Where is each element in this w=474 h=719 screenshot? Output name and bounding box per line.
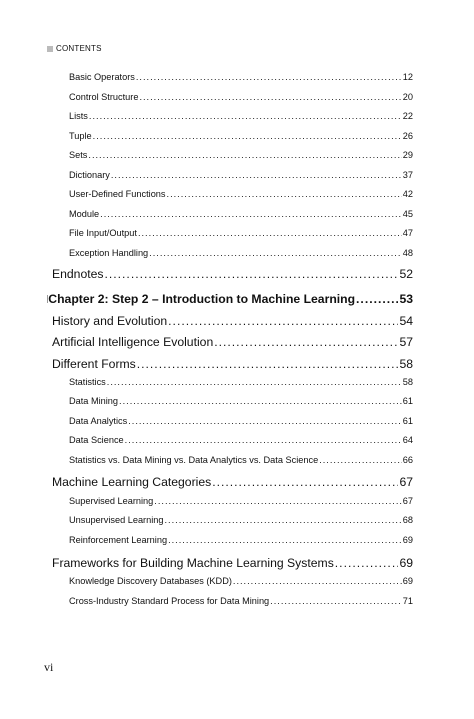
toc-entry-title: User-Defined Functions [69, 189, 166, 199]
toc-entry-page: 37 [402, 170, 413, 180]
toc-subsection-entry[interactable] [69, 535, 413, 545]
toc-subsection-entry[interactable] [69, 248, 413, 258]
toc-entry-title: File Input/Output [69, 228, 137, 238]
dot-leader [125, 435, 402, 445]
dot-leader [107, 377, 402, 387]
toc-entry-page: 58 [399, 357, 413, 371]
dot-leader [93, 131, 402, 141]
toc-entry-title: Lists [69, 111, 88, 121]
dot-leader [167, 189, 402, 199]
toc-entry-page: 20 [402, 92, 413, 102]
toc-subsection-entry[interactable] [69, 228, 413, 238]
toc-entry-page: 57 [399, 335, 413, 349]
toc-entry-title: Chapter 2: Step 2 – Introduction to Machine Learning [48, 292, 356, 306]
toc-entry-page: 58 [402, 377, 413, 387]
toc-subsection-entry[interactable] [69, 416, 413, 426]
toc-entry-title: Statistics vs. Data Mining vs. Data Analytics vs. Data Science [69, 455, 319, 465]
toc-section-entry[interactable] [52, 357, 413, 371]
toc-entry-title: Module [69, 209, 100, 219]
dot-leader [165, 515, 402, 525]
dot-leader [119, 396, 402, 406]
toc-chapter-entry[interactable] [47, 292, 413, 306]
dot-leader [154, 496, 401, 506]
dot-leader [168, 535, 402, 545]
toc-entry-page: 53 [399, 292, 413, 306]
toc-entry-page: 26 [402, 131, 413, 141]
toc-entry-page: 54 [399, 314, 413, 328]
dot-leader [319, 455, 402, 465]
dot-leader [149, 248, 402, 258]
dot-leader [137, 357, 399, 371]
dot-leader [89, 111, 402, 121]
toc-entry-page: 68 [402, 515, 413, 525]
header-label: CONTENTS [56, 44, 102, 53]
toc-subsection-entry[interactable] [69, 596, 413, 606]
toc-subsection-entry[interactable] [69, 515, 413, 525]
toc-section-entry[interactable] [52, 556, 413, 570]
dot-leader [138, 228, 402, 238]
toc-entry-title: Statistics [69, 377, 106, 387]
dot-leader [111, 170, 402, 180]
toc-entry-title: Unsupervised Learning [69, 515, 164, 525]
toc-entry-page: 69 [402, 576, 413, 586]
toc-entry-page: 45 [402, 209, 413, 219]
dot-leader [356, 292, 398, 306]
dot-leader [335, 556, 399, 570]
toc-entry-page: 52 [399, 267, 413, 281]
dot-leader [88, 150, 401, 160]
dot-leader [212, 475, 398, 489]
toc-entry-page: 69 [402, 535, 413, 545]
toc-entry-title: Frameworks for Building Machine Learning Systems [52, 556, 334, 570]
toc-entry-page: 61 [402, 396, 413, 406]
dot-leader [233, 576, 402, 586]
toc-entry-page: 67 [402, 496, 413, 506]
toc-entry-title: Supervised Learning [69, 496, 154, 506]
toc-entry-title: History and Evolution [52, 314, 168, 328]
toc-subsection-entry[interactable] [69, 209, 413, 219]
toc-entry-title: Machine Learning Categories [52, 475, 212, 489]
toc-subsection-entry[interactable] [69, 396, 413, 406]
dot-leader [105, 267, 399, 281]
toc-entry-title: Endnotes [52, 267, 104, 281]
toc-entry-page: 47 [402, 228, 413, 238]
toc-entry-page: 48 [402, 248, 413, 258]
toc-entry-title: Data Analytics [69, 416, 128, 426]
toc-subsection-entry[interactable] [69, 72, 413, 82]
toc-entry-page: 64 [402, 435, 413, 445]
toc-entry-page: 22 [402, 111, 413, 121]
toc-subsection-entry[interactable] [69, 377, 413, 387]
dot-leader [270, 596, 402, 606]
toc-entry-page: 67 [399, 475, 413, 489]
toc-subsection-entry[interactable] [69, 435, 413, 445]
toc-subsection-entry[interactable] [69, 496, 413, 506]
toc-subsection-entry[interactable] [69, 111, 413, 121]
toc-entry-title: Sets [69, 150, 88, 160]
toc-entry-page: 29 [402, 150, 413, 160]
toc-section-entry[interactable] [52, 267, 413, 281]
toc-entry-page: 61 [402, 416, 413, 426]
toc-entry-page: 42 [402, 189, 413, 199]
toc-entry-title: Artificial Intelligence Evolution [52, 335, 214, 349]
toc-subsection-entry[interactable] [69, 189, 413, 199]
dot-leader [136, 72, 402, 82]
toc-subsection-entry[interactable] [69, 455, 413, 465]
toc-entry-title: Basic Operators [69, 72, 135, 82]
toc-entry-title: Exception Handling [69, 248, 149, 258]
toc-entry-title: Data Science [69, 435, 124, 445]
toc-entry-title: Control Structure [69, 92, 139, 102]
dot-leader [139, 92, 401, 102]
toc-entry-title: Tuple [69, 131, 92, 141]
toc-subsection-entry[interactable] [69, 150, 413, 160]
toc-section-entry[interactable] [52, 314, 413, 328]
toc-subsection-entry[interactable] [69, 170, 413, 180]
dot-leader [100, 209, 402, 219]
toc-subsection-entry[interactable] [69, 92, 413, 102]
toc-subsection-entry[interactable] [69, 576, 413, 586]
dot-leader [128, 416, 402, 426]
toc-entry-page: 69 [399, 556, 413, 570]
toc-entry-page: 12 [402, 72, 413, 82]
page-number: vi [44, 660, 54, 674]
toc-entry-title: Reinforcement Learning [69, 535, 168, 545]
dot-leader [168, 314, 398, 328]
toc-subsection-entry[interactable] [69, 131, 413, 141]
toc-entry-title: Knowledge Discovery Databases (KDD) [69, 576, 232, 586]
toc-entry-page: 66 [402, 455, 413, 465]
toc-entry-title: Data Mining [69, 396, 119, 406]
toc-entry-title: Cross-Industry Standard Process for Data Mining [69, 596, 270, 606]
toc-entry-title: Dictionary [69, 170, 110, 180]
dot-leader [214, 335, 398, 349]
header-square-icon [47, 46, 53, 52]
toc-entry-page: 71 [402, 596, 413, 606]
toc-section-entry[interactable] [52, 335, 413, 349]
toc-section-entry[interactable] [52, 475, 413, 489]
running-header [47, 44, 102, 53]
toc-entry-title: Different Forms [52, 357, 136, 371]
